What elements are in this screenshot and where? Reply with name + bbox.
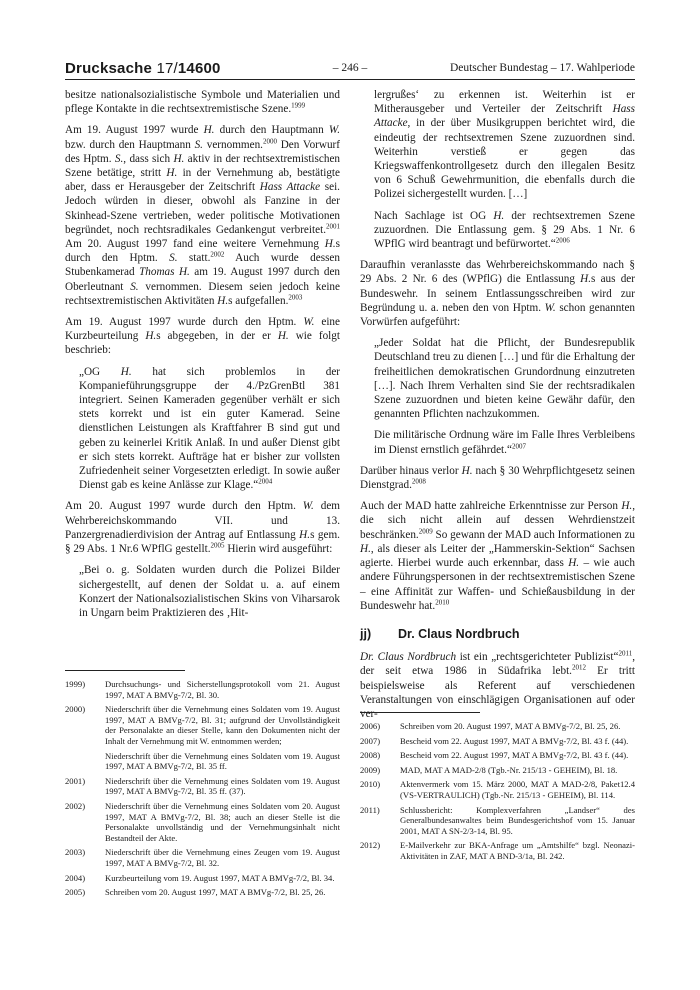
- footnote-ref[interactable]: 2006: [555, 236, 570, 245]
- footnote: 2005) Schreiben vom 20. August 1997, MAT A BMVg-7/2, Bl. 25, 26.: [65, 887, 326, 898]
- footnote: 2012) E-Mailverkehr zur BKA-Anfrage um „Amtshilfe“ bzgl. Neonazi-Aktivitäten in ZAF, MAT A BND-3/1a, Bl. 242.: [360, 840, 635, 861]
- footnote-ref[interactable]: 2008: [411, 477, 426, 486]
- footnote: 1999) Durchsuchungs- und Sicherstellungsprotokoll vom 21. August 1997, MAT A BMVg-7/2, Bl. 30.: [65, 679, 340, 700]
- block-quote: Die militärische Ordnung wäre im Falle Ihres Verbleibens im Dienst ernstlich gefährdet.“$^{2007}$: [374, 429, 635, 456]
- paragraph: Auch der MAD hatte zahlreiche Erkenntnisse zur Person H., die sich nicht allein auf dessen Wehrdienstzeit beschränken.$^{2009}$ So gewann der MAD auch Informationen zu H., als dieser als Leiter der „Hammerskin-Sektion“ Sachsen agierte. Hierbei wurde auch erkennbar, dass H. – wie auch andere Führungspersonen in der rechtsextremistischen Szene – eine Affinität zur Waffen- und Schießausbildung in der Bundeswehr hat.$^{2010}$: [360, 500, 635, 612]
- footnote-ref[interactable]: 1999: [291, 101, 306, 110]
- footnote-ref[interactable]: 2005: [210, 541, 225, 550]
- block-quote: Nach Sachlage ist OG H. der rechtsextremen Szene zuzuordnen. Die Entlassung gem. § 29 Abs. 1 Nr. 6 WPflG wird beantragt und befürwortet.“$^{2006}$: [374, 209, 635, 251]
- footnotes-left: [65, 670, 340, 902]
- footnote-ref[interactable]: 2000: [262, 136, 277, 145]
- right-column: [360, 88, 635, 728]
- footnote: 2011) Schlussbericht: Komplexverfahren „Landser“ des Generalbundesanwaltes beim Bundesgerichtshof vom 15. Januar 2001, MAT A SN-2/3-14, Bl. 95.: [360, 804, 635, 836]
- footnote-ref[interactable]: 2002: [210, 250, 225, 259]
- doc-number: 14600: [177, 60, 221, 77]
- footnote: 2003) Niederschrift über die Vernehmung eines Zeugen vom 19. August 1997, MAT A BMVg-7/2, Bl. 32.: [65, 847, 340, 868]
- footnote-ref[interactable]: 2012: [571, 663, 586, 672]
- footnote-ref[interactable]: 2004: [258, 477, 273, 486]
- footnote: 2006) Schreiben vom 20. August 1997, MAT A BMVg-7/2, Bl. 25, 26.: [360, 721, 621, 731]
- paragraph: besitze nationalsozialistische Symbole und Materialien und pflege Kontakte in die rechtsextremistische Szene.$^{1999}$: [65, 89, 340, 116]
- paragraph: Am 19. August 1997 wurde H. durch den Hauptmann W. bzw. durch den Hauptmann S. vernommen.$^{2000}$ Den Vorwurf des Hptm. S., dass sich H. aktiv in der rechtsextremistischen Szene betätige, stritt H. in der Vernehmung ab, bestätigte aber, dass er Herausgeber der Zeitschrift Hass Attacke sei. Jedoch würden in dieser, obwohl als Fanzine in der Skinhead-Szene vertrieben, weder politische Motivationen begründet, noch rechtsradikales Gedankengut verbreitet.$^{2001}$ Am 20. August 1997 fand eine weitere Vernehmung H.s durch den Hptm. S. statt.$^{2002}$ Auch wurde dessen Stubenkamerad Thomas H. am 19. August 1997 durch den Oberleutnant S. vernommen. Diesem seien jedoch keine rechtsextremistischen Aktivitäten H.s aufgefallen.$^{2003}$: [65, 124, 341, 307]
- footnote-ref[interactable]: 2003: [288, 293, 303, 302]
- doc-number-prefix: 17/: [156, 60, 178, 77]
- block-quote: „Bei o. g. Soldaten wurden durch die Polizei Bilder sichergestellt, auf denen der Soldat u. a. auf einem Konzert der Nationalsozialistischen Skins von Viharsarok in Ungarn beim Praktizieren des ‚Hit-: [79, 564, 340, 619]
- footnote: 2004) Kurzbeurteilung vom 19. August 1997, MAT A BMVg-7/2, Bl. 34.: [65, 872, 335, 883]
- footnote: 2001) Niederschrift über die Vernehmung eines Soldaten vom 19. August 1997, MAT A BMVg-7/2, Bl. 35 ff. (37).: [65, 775, 340, 797]
- paragraph: Dr. Claus Nordbruch ist ein „rechtsgerichteter Publizist“$^{2011}$, der seit etwa 1986 in Südafrika lebt.$^{2012}$ Er tritt beispielsweise als Referent auf verschiedenen Veranstaltungen von einschlägigen Organisationen auf oder ver-: [360, 649, 635, 720]
- footnote-divider: [65, 670, 185, 671]
- header-divider: [65, 79, 635, 80]
- publisher-label: Deutscher Bundestag – 17. Wahlperiode: [449, 62, 635, 74]
- footnote-ref[interactable]: 2010: [435, 597, 450, 606]
- paragraph: Am 20. August 1997 wurde durch den Hptm. W. dem Wehrbereichskommando VII. und 13. Panzergrenadierdivision der Antrag auf Entlassung H.s gem. § 29 Abs. 1 Nr.6 WPflG gestellt.$^{2005}$ Hierin wird ausgeführt:: [65, 500, 341, 556]
- footnote: 2010) Aktenvermerk vom 15. März 2000, MAT A MAD-2/8, Paket12.4 (VS-VERTRAULICH) (Tgb.-Nr. 215/13 - GEHEIM), Bl. 114.: [360, 779, 635, 800]
- footnote: 2000) Niederschrift über die Vernehmung eines Soldaten vom 19. August 1997, MAT A BMVg-7/2, Bl. 31; aufgrund der Unvollständigkeit der Personalakte an dieser Stelle, kann den Dokumenten nicht der Inhalt der Vernehmung mit W. entnommen werden;: [65, 704, 340, 746]
- block-quote: „OG H. hat sich problemlos in der Kompanieführungsgruppe der 4./PzGrenBtl 381 integriert. Seinen Kameraden gegenüber verhält er sich stets korrekt und ist ein guter Kamerad. Seine dienstlichen Leistungen als Kraftfahrer B sind gut und geben zu keinerlei Kritik Anlaß. In und außer Dienst gibt er sich stets korrekt. Aufträge hat er bisher zur vollsten Zufriedenheit seiner Vorgesetzten erledigt. In sowie außer Dienst gab es keine Anlässe zur Klage.“$^{2004}$: [79, 365, 341, 492]
- paragraph: Am 19. August 1997 wurde durch den Hptm. W. eine Kurzbeurteilung H.s abgegeben, in der er H. wie folgt beschrieb:: [65, 316, 340, 357]
- footnote: 2007) Bescheid vom 22. August 1997, MAT A BMVg-7/2, Bl. 43 f. (44).: [360, 735, 629, 746]
- doc-label: Drucksache: [65, 60, 153, 77]
- paragraph: Daraufhin veranlasste das Wehrbereichskommando nach § 29 Abs. 2 Nr. 6 des (WPflG) die Entlassung H.s aus der Bundeswehr. In seinem Entlassungsschreiben wird zur Begründung u. a. neben den von Hptm. W. schon genannten Vorwürfen aufgeführt:: [360, 259, 636, 329]
- footnote-divider: [360, 712, 480, 713]
- block-quote: „Jeder Soldat hat die Pflicht, der Bundesrepublik Deutschland treu zu dienen […] und für die Erhaltung der freiheitlichen demokratischen Grundordnung einzutreten […]. Nach Ihrem Verhalten sind Sie der rechtsradikalen Szene zuzuordnen und bieten keine Gewähr dafür, den genannten Pflichten nachzukommen.: [374, 337, 635, 421]
- footnote: 2009) MAD, MAT A MAD-2/8 (Tgb.-Nr. 215/13 - GEHEIM), Bl. 18.: [360, 764, 618, 775]
- footnote: 2002) Niederschrift über die Vernehmung eines Soldaten vom 20. August 1997, MAT A BMVg-7/2, Bl. 38; auch an dieser Stelle ist die Personalakte unvollständig und der Vernehmungsinhalt nicht Bestandteil der Akte.: [65, 800, 340, 843]
- footnote-ref[interactable]: 2009: [418, 526, 433, 535]
- paragraph: Darüber hinaus verlor H. nach § 30 Wehrpflichtgesetz seinen Dienstgrad.$^{2008}$: [360, 464, 635, 492]
- page-number: – 246 –: [332, 62, 368, 74]
- footnote-continuation: Niederschrift über die Vernehmung eines Soldaten vom 19. August 1997, MAT A BMVg-7/2, Bl. 35 ff.: [105, 750, 340, 772]
- section-heading: jj) Dr. Claus Nordbruch: [360, 626, 520, 641]
- footnote-ref[interactable]: 2001: [326, 222, 340, 231]
- block-quote: lergrußes‘ zu erkennen ist. Weiterhin ist er Mitherausgeber und Verteiler der Zeitschrift Hass Attacke, in der über Musikgruppen berichtet wird, die eindeutig der rechtsextremen Szene zuzuordnen sind. Weiterhin verstieß er gegen das Kriegswaffenkontrollgesetz durch den illegalen Besitz von 6 Schuß Gewehrmunition, die ebenfalls durch die Polizei sichergestellt wurden. […]: [374, 89, 635, 201]
- footnote-ref[interactable]: 2011: [618, 649, 633, 658]
- footnote: 2008) Bescheid vom 22. August 1997, MAT A BMVg-7/2, Bl. 43 f. (44).: [360, 750, 629, 761]
- footnotes-right: [360, 712, 635, 866]
- left-column: [65, 88, 340, 627]
- footnote-ref[interactable]: 2007: [511, 441, 526, 450]
